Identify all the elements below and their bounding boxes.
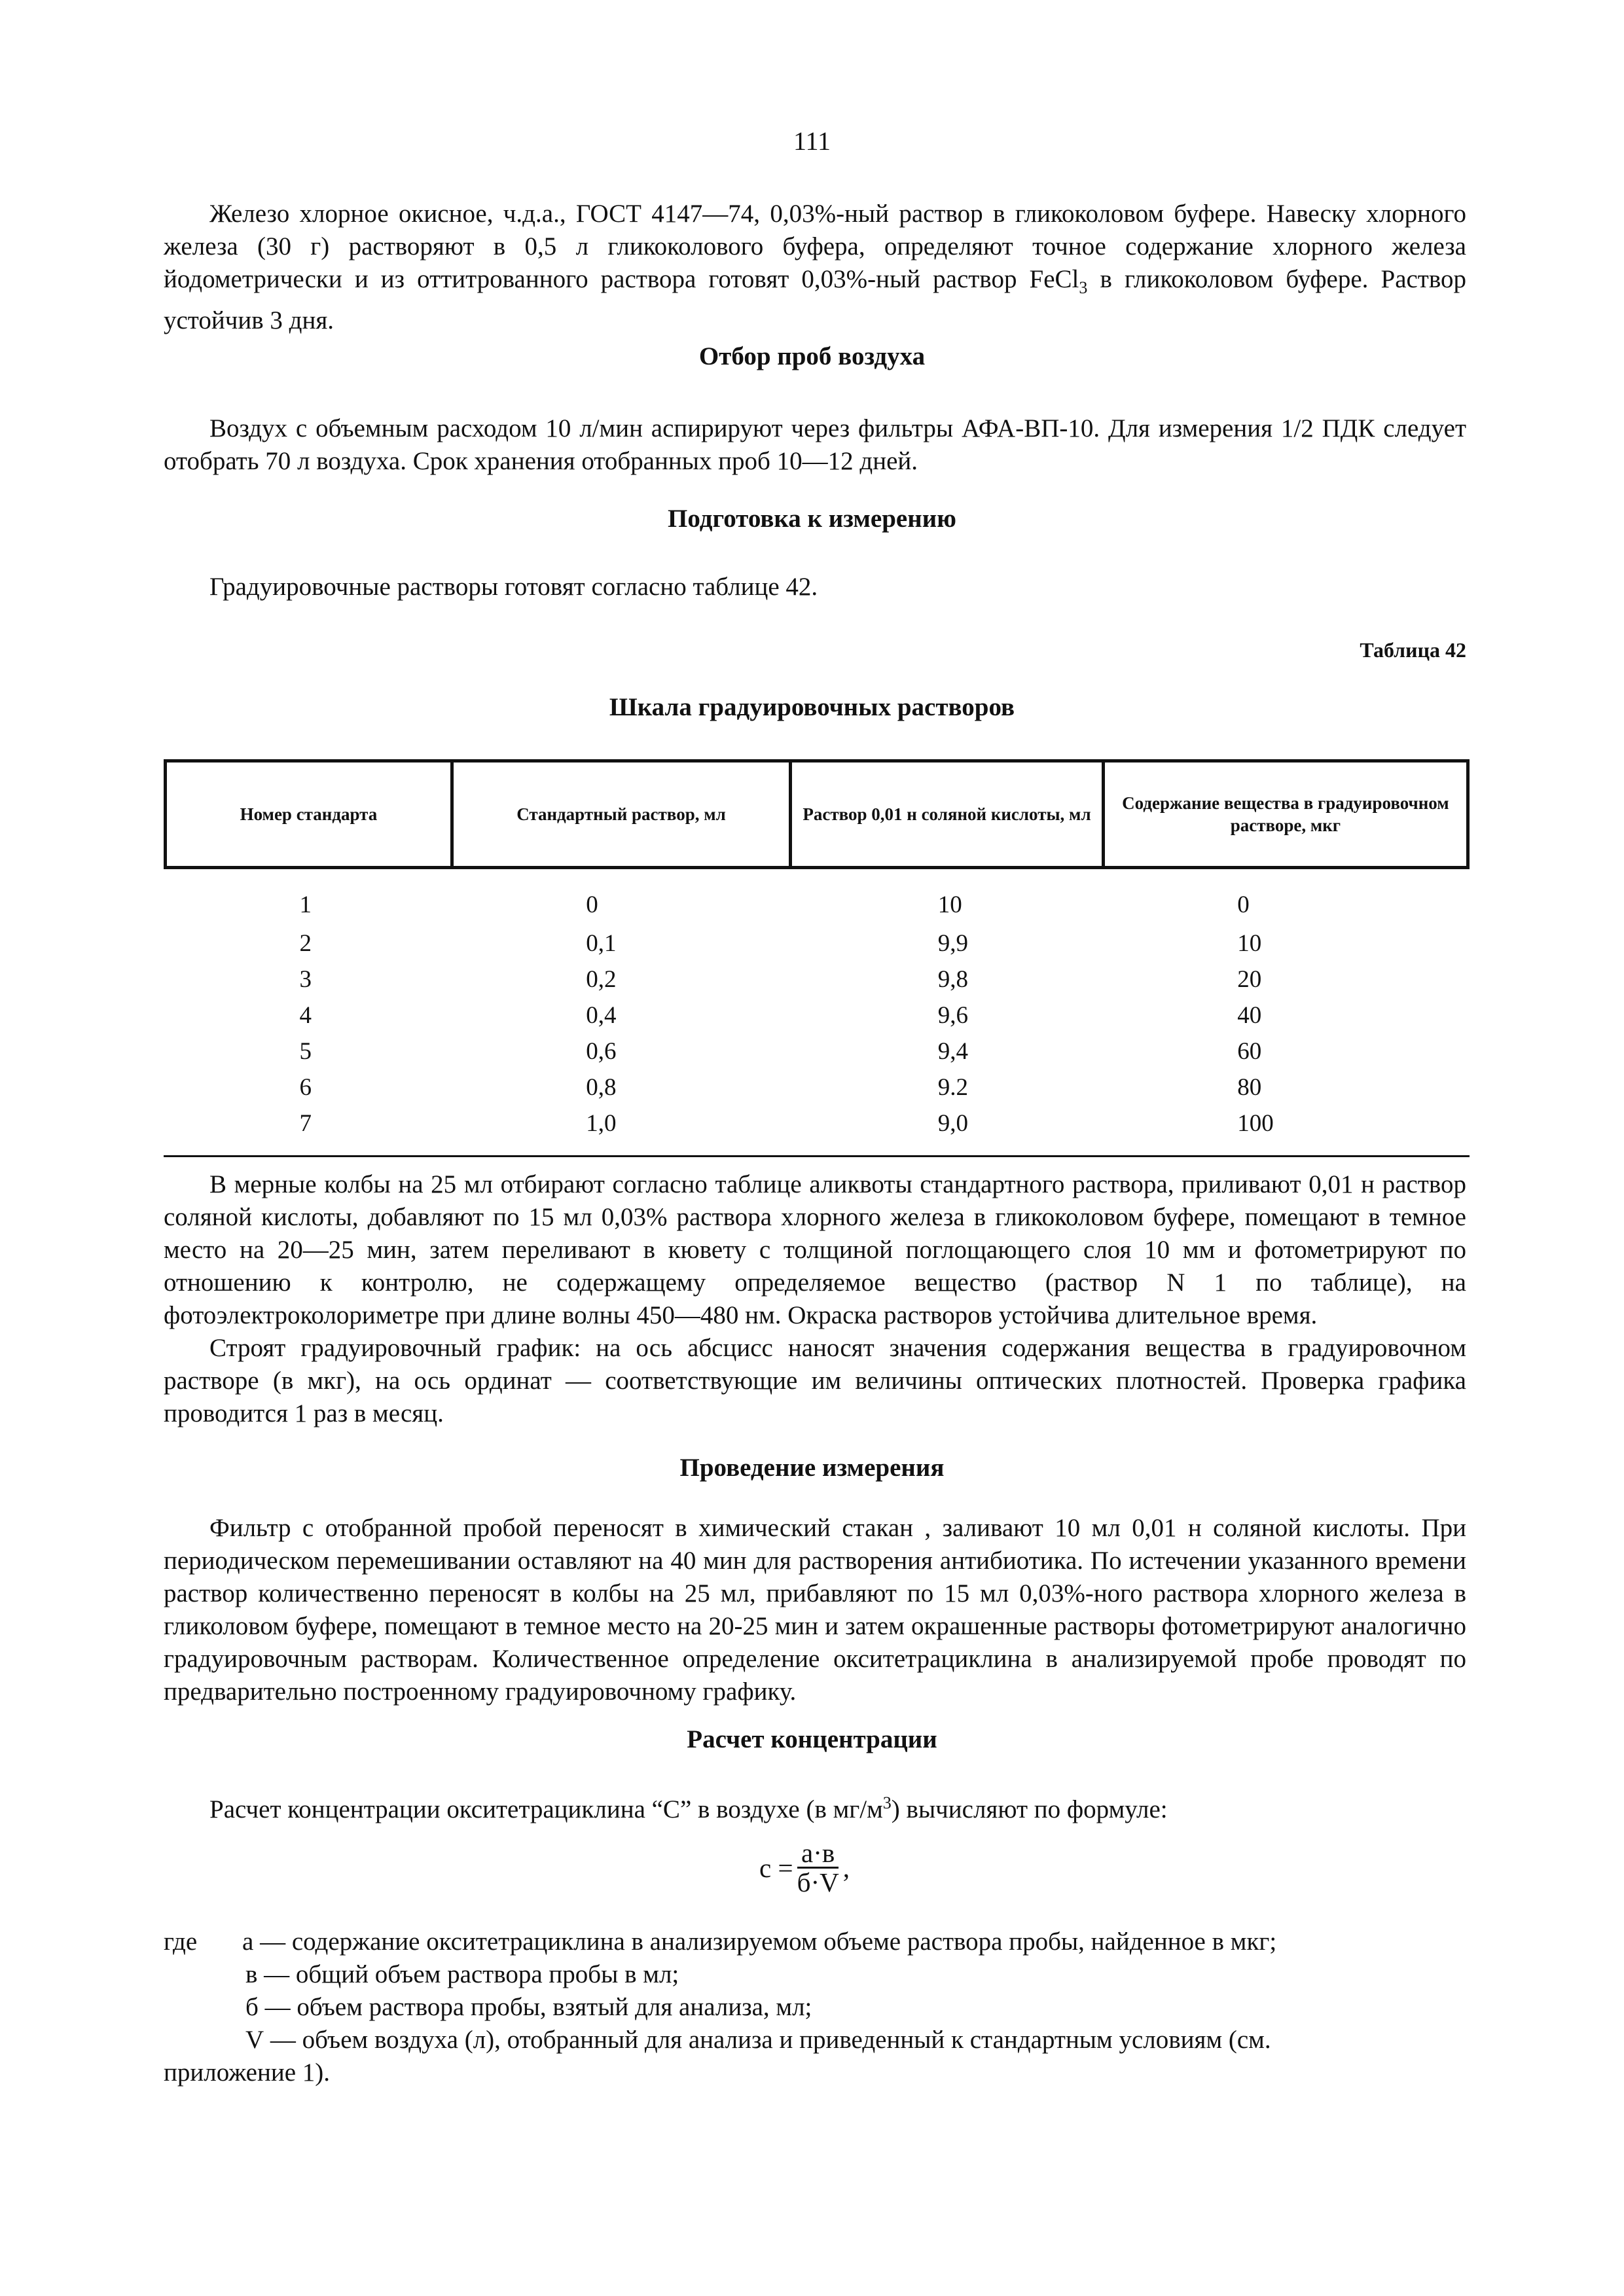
definition-continuation xyxy=(164,2056,1466,2089)
formula-trail: , xyxy=(842,1852,850,1883)
formula-lhs: с = xyxy=(759,1852,793,1883)
definition-symbol: а xyxy=(242,1928,254,1956)
definition-row xyxy=(164,1991,1466,2024)
intro-tail: в гликоколовом буфере. Раствор устойчив 3 дня. xyxy=(164,265,1467,334)
cell-number: 6 xyxy=(299,1074,312,1101)
definition-symbol: в xyxy=(245,1960,258,1988)
procedure-paragraph: В мерные колбы на 25 мл отбирают согласно таблице аликвоты стандартного раствора, приливают 0,01 н раствор соляной кислоты, добавляют по 15 мл 0,03% раствора хлорного железа в гликоколовом буфере, помещают в темное место на 20—25 мин, затем переливают в кювету с толщиной поглощающего слоя 10 мм и фотометрируют по отношению к контролю, не содержащему определяемое вещество (раствор N 1 по таблице), на фотоэлектроколориметре при длине волны 450—480 нм. Окраска растворов устойчива длительное время. xyxy=(164,1170,1466,1329)
calculation-superscript: 3 xyxy=(882,1793,892,1812)
header-standard-number: Номер стандарта xyxy=(166,761,452,868)
cell-standard: 1,0 xyxy=(586,1110,617,1137)
cell-hcl: 10 xyxy=(937,891,962,918)
cell-hcl: 9,8 xyxy=(937,966,968,993)
heading-measurement: Проведение измерения xyxy=(679,1454,945,1482)
cell-hcl: 9,4 xyxy=(937,1038,968,1065)
header-substance-content: Содержание вещества в градуировочном растворе, мкг xyxy=(1103,761,1468,868)
cell-content: 20 xyxy=(1237,966,1262,993)
measurement-text: Фильтр с отобранной пробой переносят в химический стакан , заливают 10 мл 0,01 н соляной кислоты. При периодическом перемешивании оставляют на 40 мин для растворения антибиотика. По истечении указанного времени раствор количественно переносят в колбы на 25 мл, прибавляют по 15 мл 0,03%-ного раствора хлорного железа в гликоловом буфере, помещают в темное место на 20-25 мин и затем окрашенные растворы фотометрируют аналогично градуировочным растворам. Количественное определение окситетрациклина в анализируемой пробе проводят по предварительно построенному градуировочному графику. xyxy=(164,1514,1466,1706)
cell-content: 100 xyxy=(1237,1110,1274,1137)
cell-number: 5 xyxy=(299,1038,312,1065)
cell-number: 7 xyxy=(299,1110,312,1137)
definition-symbol: б xyxy=(245,1993,259,2021)
heading-preparation: Подготовка к измерению xyxy=(668,505,956,533)
cell-hcl: 9,0 xyxy=(937,1110,968,1137)
cell-hcl: 9,6 xyxy=(937,1002,968,1029)
cell-standard: 0,4 xyxy=(586,1002,617,1029)
cell-standard: 0,8 xyxy=(586,1074,617,1101)
cell-standard: 0,2 xyxy=(586,966,617,993)
intro-paragraph xyxy=(164,198,1466,337)
cell-standard: 0,1 xyxy=(586,930,617,957)
calibration-table xyxy=(164,759,1470,1141)
definition-row xyxy=(164,1926,1466,1958)
heading-calculation: Расчет концентрации xyxy=(687,1725,937,1753)
table-row xyxy=(166,997,1468,1033)
cell-number: 2 xyxy=(299,930,312,957)
table-row xyxy=(166,1069,1468,1105)
preparation-text: Градуировочные растворы готовят согласно таблице 42. xyxy=(209,573,818,601)
cell-hcl: 9.2 xyxy=(937,1074,968,1101)
definition-continuation-text: приложение 1). xyxy=(164,2058,331,2087)
graph-paragraph: Строят градуировочный график: на ось абсцисс наносят значения содержания вещества в градуировочном растворе (в мкг), на ось ординат — соответствующие им величины оптических плотностей. Проверка графика проводится 1 раз в месяц. xyxy=(164,1334,1466,1427)
formula-numerator: а·в xyxy=(797,1839,839,1869)
calculation-text: Расчет концентрации окситетрациклина “С” в воздухе (в мг/м xyxy=(209,1795,883,1823)
calculation-paragraph xyxy=(164,1787,1466,1826)
cell-hcl: 9,9 xyxy=(937,930,968,957)
formula-denominator: б·V xyxy=(797,1867,839,1897)
table-bottom-rule xyxy=(164,1155,1470,1157)
table-row xyxy=(166,1105,1468,1141)
after-table-paragraphs xyxy=(164,1168,1466,1430)
definition-text: — объем раствора пробы, взятый для анализа, мл; xyxy=(258,1993,812,2021)
calculation-text-after: ) вычисляют по формуле: xyxy=(891,1795,1168,1823)
preparation-paragraph xyxy=(164,571,1466,603)
air-sampling-text: Воздух с объемным расходом 10 л/мин аспирируют через фильтры АФА-ВП-10. Для измерения 1/2 ПДК следует отобрать 70 л воздуха. Срок хранения отобранных проб 10—12 дней. xyxy=(164,414,1466,475)
cell-number: 4 xyxy=(299,1002,312,1029)
definition-symbol: V xyxy=(245,2026,264,2054)
where-label: где xyxy=(164,1928,198,1956)
cell-standard: 0 xyxy=(586,891,598,918)
cell-number: 3 xyxy=(299,966,312,993)
heading-air-sampling: Отбор проб воздуха xyxy=(698,342,926,370)
cell-content: 0 xyxy=(1237,891,1250,918)
header-hcl-solution: Раствор 0,01 н соляной кислоты, мл xyxy=(791,761,1104,868)
cell-content: 10 xyxy=(1237,930,1262,957)
definition-row xyxy=(164,1958,1466,1991)
table-row xyxy=(166,868,1468,926)
cell-content: 60 xyxy=(1237,1038,1262,1065)
cell-number: 1 xyxy=(299,891,312,918)
variable-definitions xyxy=(164,1926,1466,2089)
definition-text: — общий объем раствора пробы в мл; xyxy=(257,1960,679,1988)
table-title: Шкала градуировочных растворов xyxy=(609,693,1015,721)
intro-subscript: 3 xyxy=(1079,278,1088,297)
header-standard-solution: Стандартный раствор, мл xyxy=(452,761,790,868)
table-row xyxy=(166,925,1468,961)
definition-row xyxy=(164,2024,1466,2056)
intro-text: Железо хлорное окисное, ч.д.а., ГОСТ 4147—74, 0,03%-ный раствор в гликоколовом буфере. Навеску хлорного железа (30 г) растворяют в 0,5 л гликоколового буфера, определяют точное содержание хлорного железа йодометрически и из оттитрованного раствора готовят 0,03%-ный раствор FeCl xyxy=(164,200,1466,293)
formula-fraction xyxy=(797,1839,839,1896)
cell-content: 40 xyxy=(1237,1002,1262,1029)
cell-content: 80 xyxy=(1237,1074,1262,1101)
table-header-row xyxy=(166,761,1468,868)
table-caption: Таблица 42 xyxy=(1360,638,1466,662)
air-sampling-paragraph xyxy=(164,412,1466,478)
definition-text: — объем воздуха (л), отобранный для анализа и приведенный к стандартным условиям (см. xyxy=(264,2026,1271,2054)
measurement-paragraph xyxy=(164,1512,1466,1708)
table-row xyxy=(166,1033,1468,1069)
cell-standard: 0,6 xyxy=(586,1038,617,1065)
table-row xyxy=(166,961,1468,997)
concentration-formula xyxy=(759,1839,850,1896)
page-number: 111 xyxy=(793,126,831,156)
definition-text: — содержание окситетрациклина в анализируемом объеме раствора пробы, найденное в мкг; xyxy=(253,1928,1277,1956)
